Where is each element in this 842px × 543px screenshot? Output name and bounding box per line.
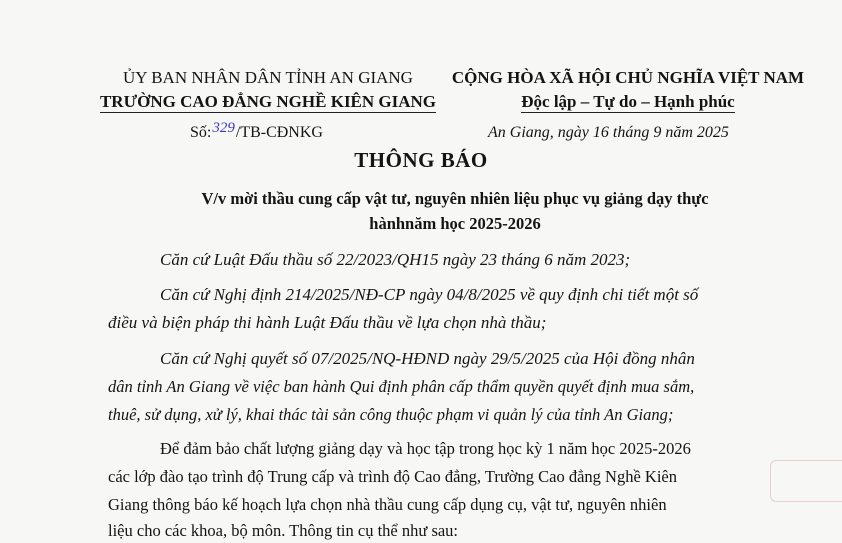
basis-line-2: Căn cứ Nghị định 214/2025/NĐ-CP ngày 04/8/2025 về quy định chi tiết một số (160, 285, 699, 304)
basis-line-4: Căn cứ Nghị quyết số 07/2025/NQ-HĐND ngày 29/5/2025 của Hội đồng nhân (160, 349, 695, 368)
body-line-2: các lớp đào tạo trình độ Trung cấp và trình độ Cao đẳng, Trường Cao đẳng Nghề Kiên (108, 467, 677, 486)
body-line-1: Để đảm bảo chất lượng giảng dạy và học tập trong học kỳ 1 năm học 2025-2026 (160, 439, 691, 458)
basis-line-6: thuê, sử dụng, xử lý, khai thác tài sản công thuộc phạm vi quản lý của tỉnh An Giang; (108, 405, 674, 424)
national-title: CỘNG HÒA XÃ HỘI CHỦ NGHĨA VIỆT NAM (451, 68, 805, 87)
issuer-authority: ỦY BAN NHÂN DÂN TỈNH AN GIANG (123, 68, 413, 87)
national-motto: Độc lập – Tự do – Hạnh phúc (521, 92, 735, 111)
basis-line-5: dân tỉnh An Giang về việc ban hành Qui định phân cấp thẩm quyền quyết định mua sắm, (108, 377, 695, 396)
number-suffix: /TB-CĐNKG (235, 124, 323, 141)
basis-line-1: Căn cứ Luật Đấu thầu số 22/2023/QH15 ngày 23 tháng 6 năm 2023; (160, 250, 631, 269)
subject-line-1: V/v mời thầu cung cấp vật tư, nguyên nhiên liệu phục vụ giảng dạy thực (201, 189, 709, 208)
document-subject (160, 186, 750, 236)
national-motto-block (438, 66, 818, 114)
subject-line-2: hànhnăm học 2025-2026 (369, 214, 541, 233)
number-handwritten: 329 (212, 120, 235, 136)
issuer-school: TRƯỜNG CAO ĐẲNG NGHỀ KIÊN GIANG (99, 92, 437, 111)
issuer-block (88, 66, 448, 114)
document-title: THÔNG BÁO (354, 148, 488, 172)
document-number (190, 120, 323, 142)
body-line-3: Giang thông báo kế hoạch lựa chọn nhà thầu cung cấp dụng cụ, vật tư, nguyên nhiên (108, 495, 667, 514)
body-line-4: liệu cho các khoa, bộ môn. Thông tin cụ thể như sau: (108, 521, 459, 540)
number-prefix: Số: (190, 124, 212, 141)
faint-stamp-mark (770, 460, 842, 502)
basis-line-3: điều và biện pháp thi hành Luật Đấu thầu về lựa chọn nhà thầu; (108, 313, 547, 332)
document-date: An Giang, ngày 16 tháng 9 năm 2025 (488, 124, 729, 141)
